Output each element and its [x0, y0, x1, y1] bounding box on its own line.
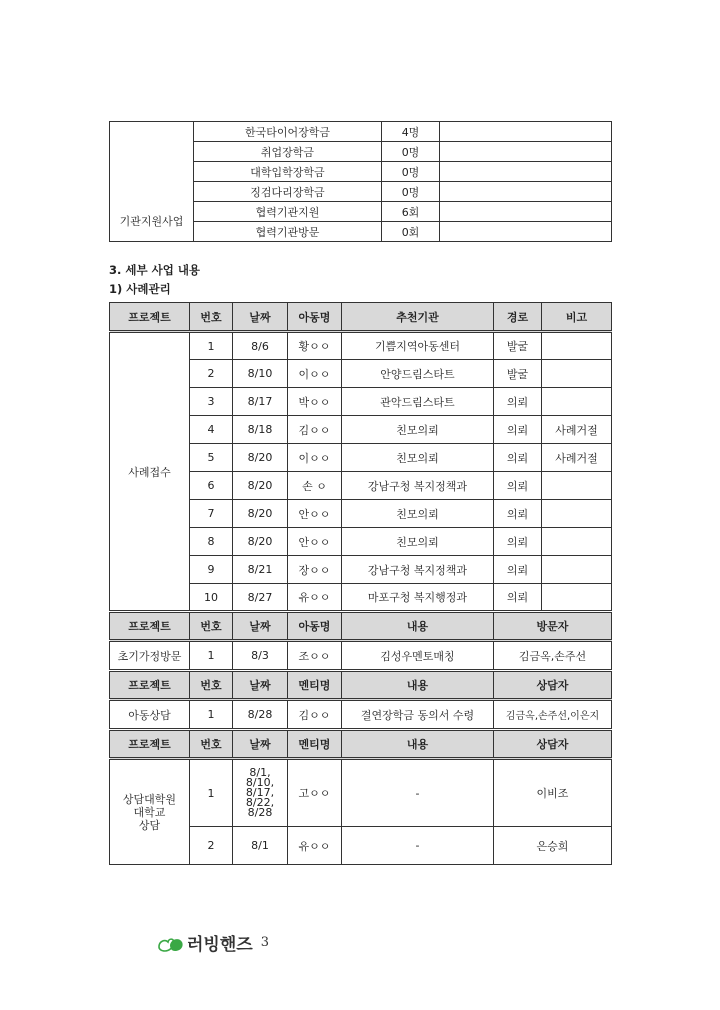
table-cell: 8/1 [233, 827, 288, 865]
top-table-category: 기관지원사업 [110, 202, 194, 242]
table-cell: 사례거절 [542, 416, 612, 444]
table-cell [542, 388, 612, 416]
table-cell: 8/27 [233, 584, 288, 612]
top-table-item: 한국타이어장학금 [194, 122, 382, 142]
table-cell: 9 [190, 556, 233, 584]
table-cell: 1 [190, 700, 233, 730]
table-cell: 발굴 [494, 332, 542, 360]
top-table-item: 협력기관방문 [194, 222, 382, 242]
table-header-cell: 번호 [190, 612, 233, 641]
table-cell: 사례거절 [542, 444, 612, 472]
table-cell: 의뢰 [494, 528, 542, 556]
table-cell: 친모의뢰 [342, 528, 494, 556]
top-table-count: 6회 [382, 202, 440, 222]
table-cell: 친모의뢰 [342, 416, 494, 444]
table-header-cell: 프로젝트 [110, 730, 190, 759]
table-cell: 8/6 [233, 332, 288, 360]
table-cell: 황ㅇㅇ [288, 332, 342, 360]
table-cell: 안ㅇㅇ [288, 528, 342, 556]
table-header-cell: 날짜 [233, 671, 288, 700]
top-summary-table [109, 121, 612, 242]
table-cell: 8 [190, 528, 233, 556]
table-header-cell: 프로젝트 [110, 612, 190, 641]
table-cell: 유ㅇㅇ [288, 827, 342, 865]
table-cell [542, 332, 612, 360]
table-cell: 8/20 [233, 444, 288, 472]
table-cell: 마포구청 복지행정과 [342, 584, 494, 612]
table-cell [542, 556, 612, 584]
top-table-count: 0명 [382, 162, 440, 182]
univ-counsel-header-row [110, 730, 612, 759]
table-cell: - [342, 827, 494, 865]
case-management-table [109, 302, 612, 865]
table-cell: 은승희 [494, 827, 612, 865]
table-cell: 8/17 [233, 388, 288, 416]
table-cell: 8/20 [233, 500, 288, 528]
table-cell: 1 [190, 641, 233, 671]
table-cell: 5 [190, 444, 233, 472]
table-cell: 박ㅇㅇ [288, 388, 342, 416]
table-cell: 친모의뢰 [342, 500, 494, 528]
page-number: 3 [260, 935, 269, 950]
table-cell [440, 202, 612, 222]
table-header-cell: 내용 [342, 730, 494, 759]
table-cell: 친모의뢰 [342, 444, 494, 472]
table-row [110, 332, 612, 360]
table-header-cell: 날짜 [233, 612, 288, 641]
table-cell [440, 142, 612, 162]
table-cell: 장ㅇㅇ [288, 556, 342, 584]
table-cell [440, 182, 612, 202]
table-header-cell: 내용 [342, 671, 494, 700]
table-cell: 의뢰 [494, 444, 542, 472]
table-cell: 8/28 [233, 700, 288, 730]
table-cell: 2 [190, 827, 233, 865]
table-header-cell: 상담자 [494, 730, 612, 759]
table-cell: 발굴 [494, 360, 542, 388]
table-header-cell: 프로젝트 [110, 671, 190, 700]
table-cell: 의뢰 [494, 388, 542, 416]
top-table-item: 징검다리장학금 [194, 182, 382, 202]
table-cell: 유ㅇㅇ [288, 584, 342, 612]
hands-logo-icon [157, 933, 185, 953]
table-cell: 1 [190, 759, 233, 827]
table-cell: 김성우멘토매칭 [342, 641, 494, 671]
table-cell [440, 122, 612, 142]
table-cell: 기쁨지역아동센터 [342, 332, 494, 360]
table-row [110, 759, 612, 827]
table-cell: 이ㅇㅇ [288, 444, 342, 472]
table-cell: 아동상담 [110, 700, 190, 730]
table-cell: 6 [190, 472, 233, 500]
top-table-item: 대학입학장학금 [194, 162, 382, 182]
table-cell: 3 [190, 388, 233, 416]
table-cell: 1 [190, 332, 233, 360]
table-cell: 4 [190, 416, 233, 444]
header-agency: 추천기관 [342, 303, 494, 332]
table-header-cell: 내용 [342, 612, 494, 641]
table-cell: 강남구청 복지정책과 [342, 472, 494, 500]
table-cell: 의뢰 [494, 584, 542, 612]
univ-dates-cell: 8/1, 8/10, 8/17, 8/22, 8/28 [233, 759, 288, 827]
table-cell: 8/21 [233, 556, 288, 584]
table-header-cell: 멘티명 [288, 671, 342, 700]
header-date: 날짜 [233, 303, 288, 332]
table-header-cell: 상담자 [494, 671, 612, 700]
table-cell: 의뢰 [494, 556, 542, 584]
table-cell: 이ㅇㅇ [288, 360, 342, 388]
table-cell: 결연장학금 동의서 수령 [342, 700, 494, 730]
table-header-cell: 날짜 [233, 730, 288, 759]
header-route: 경로 [494, 303, 542, 332]
footer-brand: 러빙핸즈 [187, 935, 253, 955]
subsection-heading: 1) 사례관리 [109, 282, 171, 296]
table-row [110, 641, 612, 671]
table-cell: 조ㅇㅇ [288, 641, 342, 671]
table-cell [542, 528, 612, 556]
table-cell: 강남구청 복지정책과 [342, 556, 494, 584]
table-row [110, 700, 612, 730]
top-table-item: 취업장학금 [194, 142, 382, 162]
univ-project-cell: 상담대학원 대학교 상담 [110, 759, 190, 865]
case-project-cell: 사례접수 [110, 332, 190, 612]
table-header-cell: 방문자 [494, 612, 612, 641]
table-cell: 7 [190, 500, 233, 528]
table-cell [542, 472, 612, 500]
table-cell [440, 222, 612, 242]
table-cell: 8/10 [233, 360, 288, 388]
table-cell: 고ㅇㅇ [288, 759, 342, 827]
table-cell: - [342, 759, 494, 827]
table-cell [542, 360, 612, 388]
header-project: 프로젝트 [110, 303, 190, 332]
table-header-cell: 아동명 [288, 612, 342, 641]
table-cell: 김금옥,손주선,이은지 [494, 700, 612, 730]
table-cell: 2 [190, 360, 233, 388]
table-cell [542, 500, 612, 528]
table-cell: 의뢰 [494, 472, 542, 500]
header-child: 아동명 [288, 303, 342, 332]
table-cell: 이비조 [494, 759, 612, 827]
top-table-count: 0명 [382, 182, 440, 202]
child-counsel-header-row [110, 671, 612, 700]
table-cell [542, 584, 612, 612]
table-header-cell: 번호 [190, 730, 233, 759]
table-cell: 김ㅇㅇ [288, 416, 342, 444]
table-cell: 초기가정방문 [110, 641, 190, 671]
table-cell: 손 ㅇ [288, 472, 342, 500]
table-cell: 안양드림스타트 [342, 360, 494, 388]
table-cell: 의뢰 [494, 416, 542, 444]
table-header-cell: 멘티명 [288, 730, 342, 759]
table-cell [440, 162, 612, 182]
table-cell: 10 [190, 584, 233, 612]
top-table-item: 협력기관지원 [194, 202, 382, 222]
header-number: 번호 [190, 303, 233, 332]
top-table-blank-cell [110, 122, 194, 202]
table-header-cell: 번호 [190, 671, 233, 700]
top-table-count: 0회 [382, 222, 440, 242]
section-heading: 3. 세부 사업 내용 [109, 263, 201, 277]
table-cell: 안ㅇㅇ [288, 500, 342, 528]
table-cell: 8/3 [233, 641, 288, 671]
table-cell: 8/18 [233, 416, 288, 444]
table-cell: 의뢰 [494, 500, 542, 528]
footer [157, 930, 269, 955]
top-table-count: 0명 [382, 142, 440, 162]
table-cell: 관악드림스타트 [342, 388, 494, 416]
table-cell: 8/20 [233, 528, 288, 556]
table-cell: 김ㅇㅇ [288, 700, 342, 730]
table-cell: 8/20 [233, 472, 288, 500]
visit-header-row [110, 612, 612, 641]
top-table-count: 4명 [382, 122, 440, 142]
table-cell: 김금옥,손주선 [494, 641, 612, 671]
case-header-row [110, 303, 612, 332]
header-note: 비고 [542, 303, 612, 332]
